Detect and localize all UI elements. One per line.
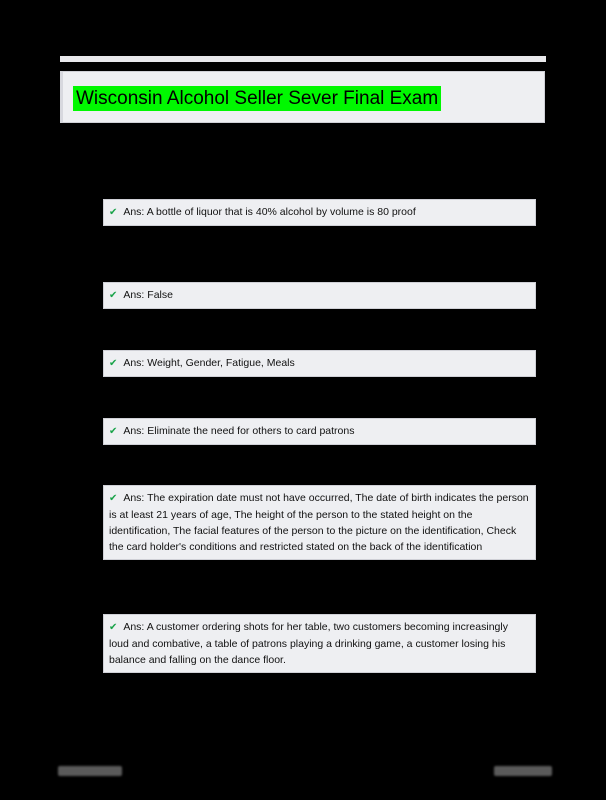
answer-box-2 [103, 282, 536, 309]
answer-box-1 [103, 199, 536, 226]
answer-box-6 [103, 614, 536, 673]
footer-page-number [494, 766, 552, 776]
answer-prefix: Ans: [123, 492, 145, 504]
check-icon: ✔ [109, 622, 118, 633]
answer-box-5 [103, 485, 536, 560]
answer-text: A customer ordering shots for her table, two customers becoming increasingly loud and combative, a table of patrons playing a drinking game, a customer losing his balance and falling on the dance floor. [109, 621, 508, 666]
title-box [60, 71, 545, 123]
header-divider [60, 56, 546, 62]
answer-text: A bottle of liquor that is 40% alcohol by volume is 80 proof [146, 206, 416, 218]
check-icon: ✔ [109, 290, 118, 301]
answer-prefix: Ans: [123, 621, 145, 633]
answer-box-3 [103, 350, 536, 377]
answer-text: Weight, Gender, Fatigue, Meals [147, 357, 295, 369]
answer-prefix: Ans: [123, 289, 145, 301]
answer-prefix: Ans: [123, 425, 145, 437]
answer-text: Eliminate the need for others to card patrons [147, 425, 355, 437]
answer-text: The expiration date must not have occurred, The date of birth indicates the person is at least 21 years of age, The height of the person to the stated height on the identification, The facial features of the person to the picture on the identification, Check the card holder's conditions and restricted stated on the back of the identification [109, 492, 529, 553]
check-icon: ✔ [109, 358, 118, 369]
answer-box-4 [103, 418, 536, 445]
check-icon: ✔ [109, 207, 118, 218]
check-icon: ✔ [109, 426, 118, 437]
answer-prefix: Ans: [123, 357, 145, 369]
answer-text: False [147, 289, 173, 301]
check-icon: ✔ [109, 493, 118, 504]
document-title: Wisconsin Alcohol Seller Sever Final Exam [73, 86, 441, 111]
footer-site-mark [58, 766, 122, 776]
answer-prefix: Ans: [123, 206, 145, 218]
